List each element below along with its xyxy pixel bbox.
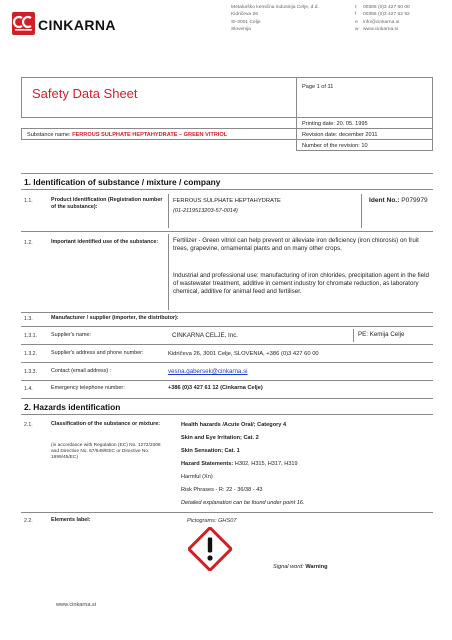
- ghs07-exclamation-icon: [188, 527, 232, 576]
- section-2-header: 2. Hazards identification: [21, 398, 433, 415]
- pe-unit: PE: Kemija Celje: [358, 331, 405, 338]
- row-1-1-number: 1.1.: [24, 198, 33, 204]
- row-1-4-label: Emergency telephone number:: [51, 385, 125, 391]
- row-2-2-label: Elements label:: [51, 517, 91, 523]
- revision-number-box: [296, 139, 433, 151]
- section-1-header: 1. Identification of substance / mixture / company: [21, 173, 433, 190]
- use-paragraph-1: Fertilizer - Green vitriol can help prevent or alleviate iron deficiency (iron chlorosis) on fruit trees, grapevine, ornamental plants and on many other crops.: [173, 237, 419, 252]
- supplier-name: CINKARNA CELJE, Inc.: [172, 332, 239, 339]
- company-address: Metalurško kemična industrija Celje, d.d. Kidričeva 26 SI-3001 Celje Slovenija: [231, 5, 319, 33]
- contact-email-link[interactable]: vesna.gabersek@cinkarna.si: [168, 368, 248, 375]
- row-1-2-number: 1.2.: [24, 240, 33, 246]
- row-1-3-2-number: 1.3.2.: [24, 351, 37, 357]
- document-title: Safety Data Sheet: [32, 86, 138, 101]
- substance-name: Substance name: FERROUS SULPHATE HEPTAHYDRATE – GREEN VITRIOL: [27, 132, 228, 138]
- row-1-1-label: Product identification (Registration number of the substance):: [51, 197, 163, 210]
- brand-name: CINKARNA: [38, 17, 116, 33]
- pictograms-label: Pictograms: GHS07: [187, 518, 237, 524]
- title-box: [21, 77, 297, 118]
- supplier-address: Kidričeva 26, 3001 Celje, SLOVENIA, +386 (0)3 427 60 00: [168, 351, 319, 357]
- printing-date: Printing date: 20. 05. 1995: [302, 121, 368, 127]
- revision-date: Revision date: december 2011: [302, 132, 378, 138]
- row-1-4-number: 1.4.: [24, 386, 33, 392]
- company-contacts: t 00386 (0)3 427 60 00 f 00386 (0)3 427 62 92 e info@cinkarna.si w www.cinkarna.si: [355, 5, 410, 33]
- page-number: Page 1 of 11: [302, 84, 334, 90]
- row-1-3-2-label: Supplier's address and phone number:: [51, 350, 144, 356]
- ident-number: Ident No.: P079979: [369, 197, 428, 204]
- use-paragraph-2: Industrial and professional use: manufacturing of iron chlorides, precipitation agent in the field of wastewater treatment, additive in cement industry for chromate reduction, as laboratory chemical, additive for animal feed and fertiliser.: [173, 272, 429, 295]
- page-box: [296, 77, 433, 118]
- row-1-3-1-label: Supplier's name:: [51, 332, 91, 338]
- row-1-3-3-number: 1.3.3.: [24, 369, 37, 375]
- product-id-cell: FERROUS SULPHATE HEPTAHYDRATE (01-2119513203-57-0014): [168, 194, 362, 228]
- row-1-3-1-number: 1.3.1.: [24, 333, 37, 339]
- revision-number: Number of the revision: 10: [302, 143, 368, 149]
- regulation-note: (in accordance with Regulation (EC) No. 1272/2008 and Directive No. 67/548/EEC or Directive No. 1999/45/EC): [51, 443, 161, 460]
- identified-use-cell: [168, 234, 434, 310]
- ident-number-cell: [361, 194, 434, 228]
- row-1-3-number: 1.3.: [24, 316, 33, 322]
- row-2-1-number: 2.1.: [24, 422, 33, 428]
- row-1-3-3-label: Contact (email address) :: [51, 368, 112, 374]
- footer-website: www.cinkarna.si: [56, 602, 97, 608]
- emergency-phone: +386 (0)3 427 61 12 (Cinkarna Celje): [168, 385, 263, 391]
- row-1-3-label: Manufacturer / supplier (importer, the distributor):: [51, 315, 179, 321]
- signal-word: Signal word: Warning: [273, 564, 328, 570]
- row-1-2-label: Important identified use of the substance:: [51, 239, 159, 245]
- row-2-2-number: 2.2.: [24, 518, 33, 524]
- substance-box: [21, 128, 297, 140]
- row-2-1-label: Classification of the substance or mixture:: [51, 421, 161, 427]
- cinkarna-logo-icon: [12, 12, 35, 35]
